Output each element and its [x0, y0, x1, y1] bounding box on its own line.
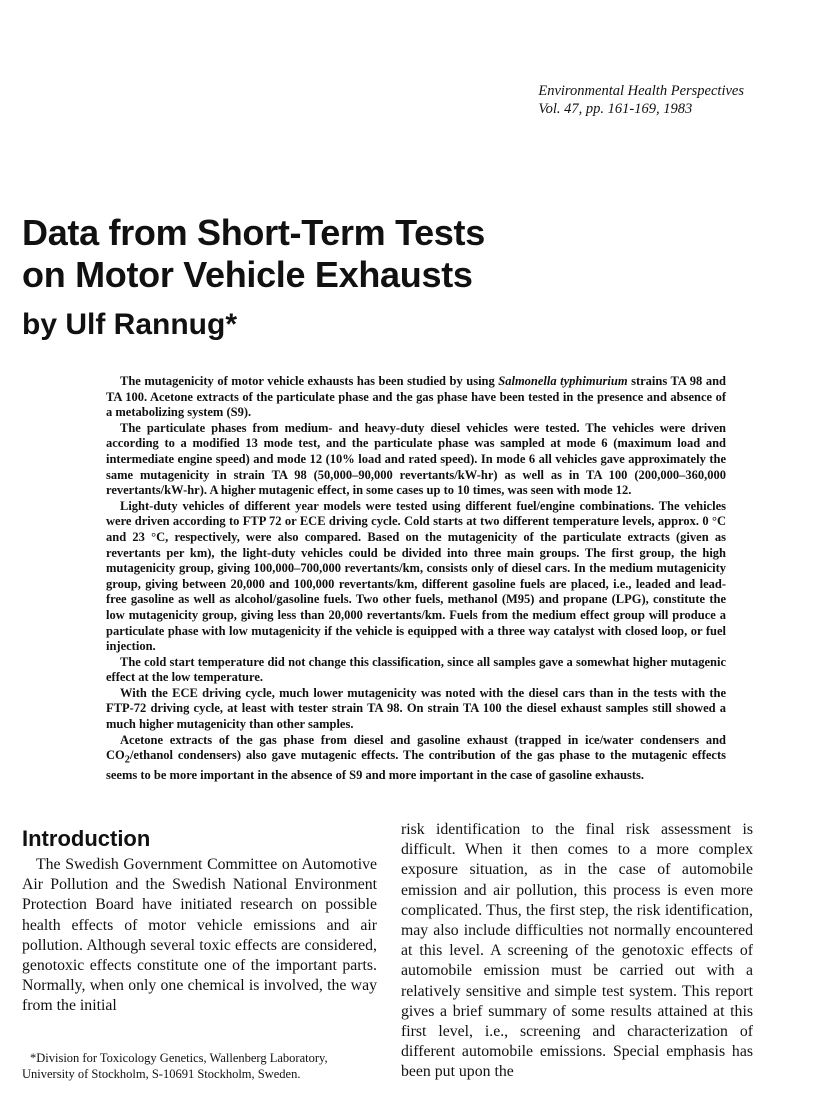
right-column — [401, 820, 753, 1083]
abstract-paragraph: Light-duty vehicles of different year models were tested using different fuel/engine combinations. The vehicles were driven according to FTP 72 or ECE driving cycle. Cold starts at two different temperature levels, approx. 0 °C and 23 °C, respectively, were also compared. Based on the mutagenicity of the particulate extracts (given as revertants per km), the light-duty vehicles could be divided into three main groups. The first group, the high mutagenicity group, giving 100,000–700,000 revertants/km, consists only of diesel cars. In the medium mutagenicity group, giving between 20,000 and 100,000 revertants/km, different gasoline fuels are placed, i.e., leaded and lead-free gasoline as well as alcohol/gasoline fuels. Two other fuels, methanol (M95) and propane (LPG), constitute the low mutagenicity group, giving less than 20,000 revertants/km. Fuels from the medium effect group will produce a particulate phase with low mutagenicity if the vehicle is equipped with a three way catalyst with closed loop, or fuel injection. — [106, 498, 726, 654]
author-byline: by Ulf Rannug* — [22, 308, 237, 341]
intro-paragraph-right: risk identification to the final risk assessment is difficult. When it then comes to a more complex exposure situation, as in the case of automobile emission and air pollution, this process is even more complicated. Thus, the first step, the risk identification, may also include difficulties not normally encountered at this level. A screening of the genotoxic effects of automobile emission must be carried out with a relatively sensitive and simple test system. This report gives a brief summary of some results attained at this first level, i.e., screening and characterization of different automobile emissions. Special emphasis has been put upon the — [401, 821, 753, 1081]
journal-header — [538, 82, 744, 118]
abstract-paragraph: The particulate phases from medium- and heavy-duty diesel vehicles were tested. The vehicles were driven according to a modified 13 mode test, and the particulate phase was sampled at mode 6 (maximum load and intermediate engine speed) and mode 12 (10% load and rated speed). In mode 6 all vehicles gave approximately the same mutagenicity in strain TA 98 (50,000–90,000 revertants/kW-hr) as well as in TA 100 (200,000–360,000 revertants/kW-hr). A higher mutagenic effect, in some cases up to 10 times, was seen with mode 12. — [106, 420, 726, 498]
left-column — [22, 826, 377, 1017]
abstract-paragraph: The mutagenicity of motor vehicle exhausts has been studied by using Salmonella typhimurium strains TA 98 and TA 100. Acetone extracts of the particulate phase and the gas phase have been tested in the presence and absence of a metabolizing system (S9). — [106, 374, 726, 420]
subscript-2: 2 — [124, 754, 130, 766]
abstract — [106, 374, 726, 784]
journal-citation: Vol. 47, pp. 161-169, 1983 — [538, 101, 693, 117]
title-line-2: on Motor Vehicle Exhausts — [22, 254, 473, 295]
author-affiliation-footnote: *Division for Toxicology Genetics, Wallenberg Laboratory, University of Stockholm, S-10691 Stockholm, Sweden. — [22, 1051, 328, 1081]
article-title — [22, 212, 485, 296]
abstract-paragraph: Acetone extracts of the gas phase from diesel and gasoline exhaust (trapped in ice/water condensers and $CO_2$/ethanol condensers) also gave mutagenic effects. The contribution of the gas phase to the mutagenic effects seems to be more important in the absence of S9 and more important in the case of gasoline exhausts. — [106, 732, 726, 783]
title-line-1: Data from Short-Term Tests — [22, 212, 485, 253]
intro-paragraph-left: The Swedish Government Committee on Automotive Air Pollution and the Swedish National Environment Protection Board have initiated research on possible health effects of motor vehicle emissions and air pollution. Although several toxic effects are considered, genotoxic effects constitute one of the important parts. Normally, when only one chemical is involved, the way from the initial — [22, 856, 377, 1015]
section-heading-introduction: Introduction — [22, 826, 151, 851]
species-name: Salmonella typhimurium — [498, 374, 628, 388]
abstract-paragraph: The cold start temperature did not change this classification, since all samples gave a somewhat higher mutagenic effect at the low temperature. — [106, 654, 726, 685]
abstract-paragraph: With the ECE driving cycle, much lower mutagenicity was noted with the diesel cars than in the tests with the FTP-72 driving cycle, at least with tester strain TA 98. On strain TA 100 the diesel exhaust samples still showed a much higher mutagenicity than other samples. — [106, 685, 726, 732]
journal-name: Environmental Health Perspectives — [538, 83, 744, 99]
